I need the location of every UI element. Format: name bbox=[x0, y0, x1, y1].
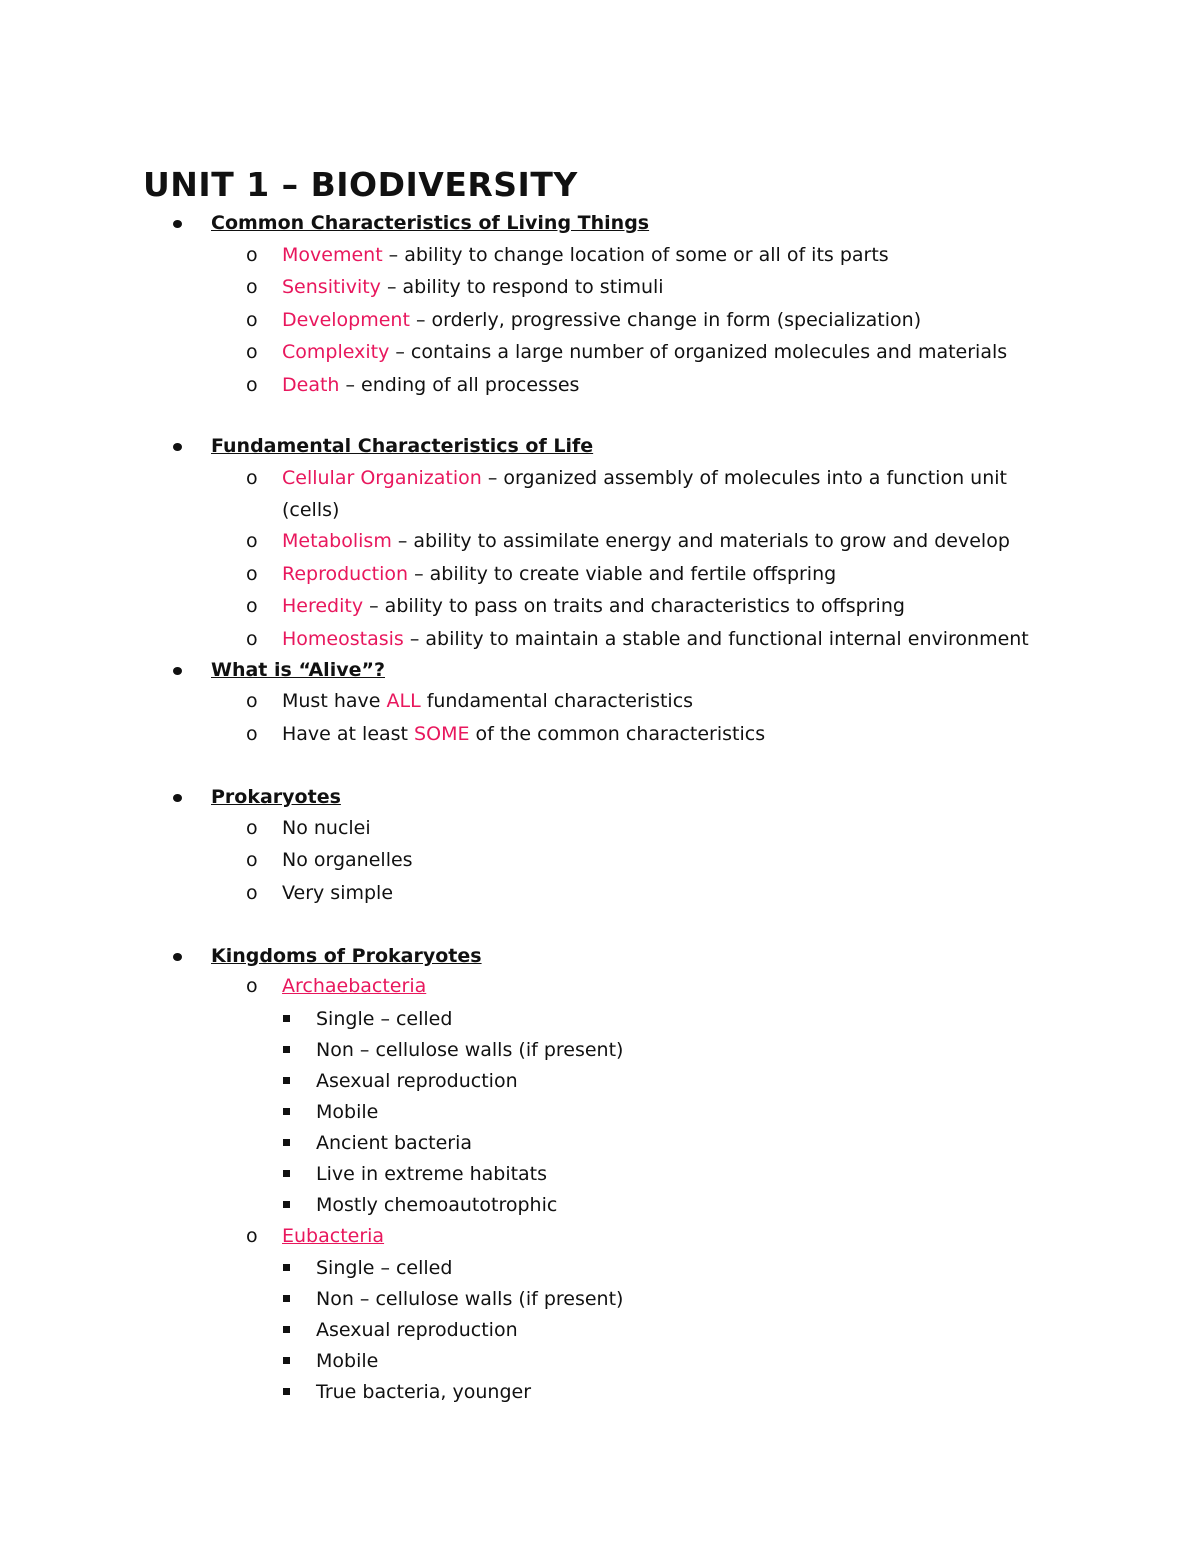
square-bullet-icon bbox=[283, 1139, 290, 1146]
square-bullet-icon bbox=[283, 1046, 290, 1053]
square-bullet-icon bbox=[283, 1077, 290, 1084]
bullet-icon bbox=[173, 794, 182, 802]
circle-bullet-icon: o bbox=[246, 374, 258, 396]
circle-bullet-icon: o bbox=[246, 1225, 258, 1247]
circle-bullet-icon: o bbox=[246, 563, 258, 585]
square-bullet-icon bbox=[283, 1326, 290, 1333]
circle-bullet-icon: o bbox=[246, 817, 258, 839]
circle-bullet-icon: o bbox=[246, 467, 258, 489]
circle-bullet-icon: o bbox=[246, 595, 258, 617]
bullet-icon bbox=[173, 953, 182, 961]
square-bullet-icon bbox=[283, 1201, 290, 1208]
bullet-icon bbox=[173, 667, 182, 675]
circle-bullet-icon: o bbox=[246, 244, 258, 266]
square-bullet-icon bbox=[283, 1357, 290, 1364]
square-bullet-icon bbox=[283, 1108, 290, 1115]
square-bullet-icon bbox=[283, 1015, 290, 1022]
circle-bullet-icon: o bbox=[246, 849, 258, 871]
circle-bullet-icon: o bbox=[246, 628, 258, 650]
document-page: UNIT 1 – BIODIVERSITY Common Characteristics of Living Things o Movement – ability to change location of some or all of its parts o Sensitivity – ability to respond to stimuli o Development – orderly, progressive change in form (specialization) o Complexity – contains a large number of organized molecules and materials o Death – ending of all processes Fundamental Characteristics of Life o Cellular Organization – organized assembly of molecules into a function unit (cells) o Metabolism – ability to assimilate energy and materials to grow and develop o Reproduction – ability to create viable and fertile offspring o Heredity – ability to pass on traits and characteristics to offspring o Homeostasis – ability to maintain a stable and functional internal environment What is “Alive”? o Must have ALL fundamental characteristics o Have at least SOME of the common characteristics Prokaryotes o No nuclei o No organelles o Very simple Kingdoms of Prokaryotes o Archaebacteria Single – celled Non – cellulose walls (if present) Asexual reproduction Mobile Ancient bacteria Live in extreme habitats Mostly chemoautotrophic o Eubacteria Single – celled Non – cellulose walls (if present) Asexual reproduction Mobile True bacteria, younger bbox=[143, 165, 1029, 1403]
circle-bullet-icon: o bbox=[246, 690, 258, 712]
circle-bullet-icon: o bbox=[246, 882, 258, 904]
bullet-icon bbox=[173, 443, 182, 451]
circle-bullet-icon: o bbox=[246, 309, 258, 331]
bullet-icon bbox=[173, 220, 182, 228]
page-title: UNIT 1 – BIODIVERSITY bbox=[143, 165, 578, 204]
circle-bullet-icon: o bbox=[246, 975, 258, 997]
circle-bullet-icon: o bbox=[246, 276, 258, 298]
square-bullet-icon bbox=[283, 1295, 290, 1302]
square-bullet-icon bbox=[283, 1388, 290, 1395]
circle-bullet-icon: o bbox=[246, 341, 258, 363]
square-bullet-icon bbox=[283, 1264, 290, 1271]
circle-bullet-icon: o bbox=[246, 530, 258, 552]
square-bullet-icon bbox=[283, 1170, 290, 1177]
circle-bullet-icon: o bbox=[246, 723, 258, 745]
